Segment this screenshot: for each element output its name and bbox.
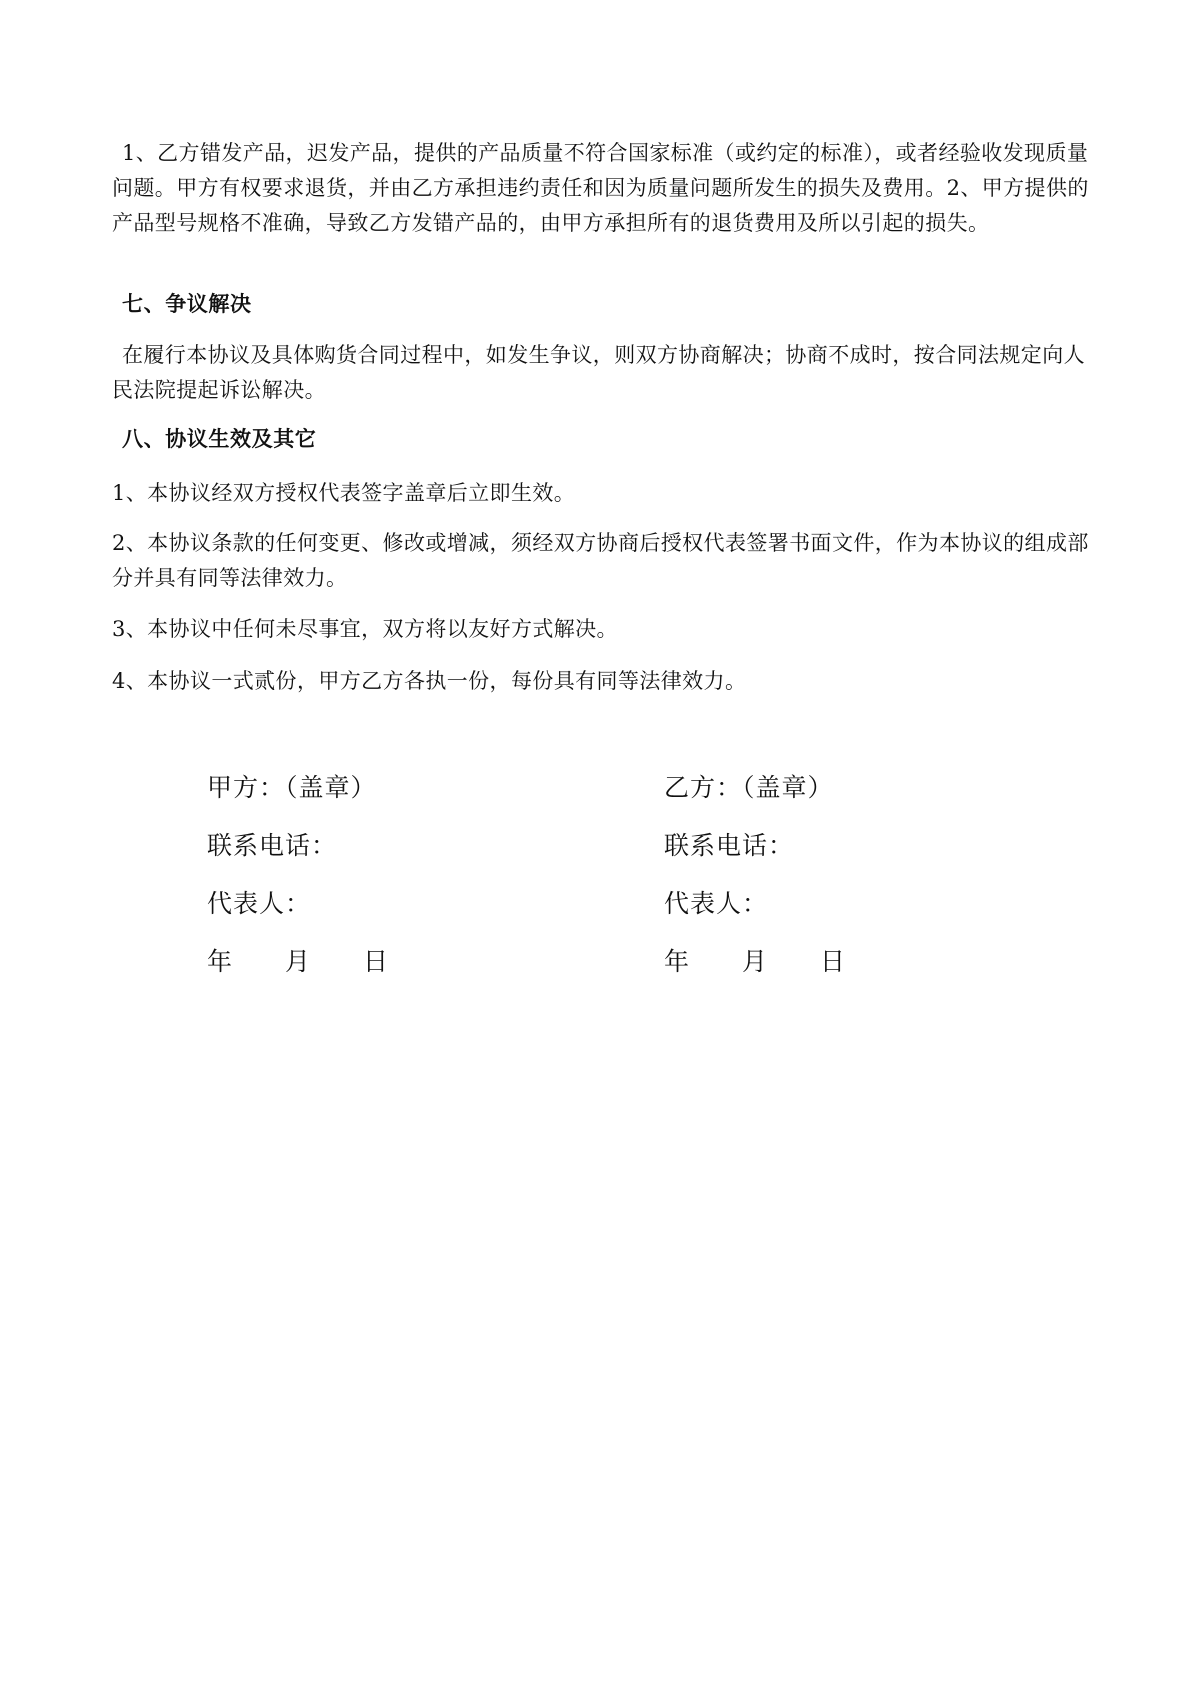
party-b-phone: 联系电话：	[664, 831, 795, 860]
section6-paragraph-text: 1、乙方错发产品，迟发产品，提供的产品质量不符合国家标准（或约定的标准），或者经验收发现质量问题。甲方有权要求退货，并由乙方承担违约责任和因为质量问题所发生的损失及费用。2、甲方提供的产品型号规格不准确，导致乙方发错产品的，由甲方承担所有的退货费用及所以引起的损失。	[112, 141, 1089, 235]
party-a-seal: 甲方：（盖章）	[207, 773, 377, 802]
section8-item-3	[112, 612, 1100, 647]
party-b-representative: 代表人：	[664, 889, 769, 918]
section8-title: 八、协议生效及其它	[122, 426, 317, 451]
section8-item-2	[112, 526, 1100, 596]
section8-item-4-text: 4、本协议一式贰份，甲方乙方各执一份，每份具有同等法律效力。	[112, 669, 747, 693]
section7-paragraph-text: 在履行本协议及具体购货合同过程中，如发生争议，则双方协商解决；协商不成时，按合同法规定向人民法院提起诉讼解决。	[112, 343, 1085, 402]
section8-item-4	[112, 664, 1100, 699]
section8-item-2-text: 2、本协议条款的任何变更、修改或增减，须经双方协商后授权代表签署书面文件，作为本协议的组成部分并具有同等法律效力。	[112, 531, 1089, 590]
section8-item-3-text: 3、本协议中任何未尽事宜，双方将以友好方式解决。	[112, 617, 618, 641]
section8-item-1-text: 1、本协议经双方授权代表签字盖章后立即生效。	[112, 481, 576, 505]
section7-title: 七、争议解决	[122, 291, 252, 316]
party-a-phone: 联系电话：	[207, 831, 338, 860]
section7-paragraph	[112, 338, 1100, 408]
party-b-date: 年 月 日	[664, 947, 847, 976]
section8-item-1	[112, 476, 1100, 511]
section6-paragraph	[112, 136, 1100, 241]
party-b-seal: 乙方：（盖章）	[664, 773, 834, 802]
party-a-representative: 代表人：	[207, 889, 312, 918]
party-a-date: 年 月 日	[207, 947, 390, 976]
